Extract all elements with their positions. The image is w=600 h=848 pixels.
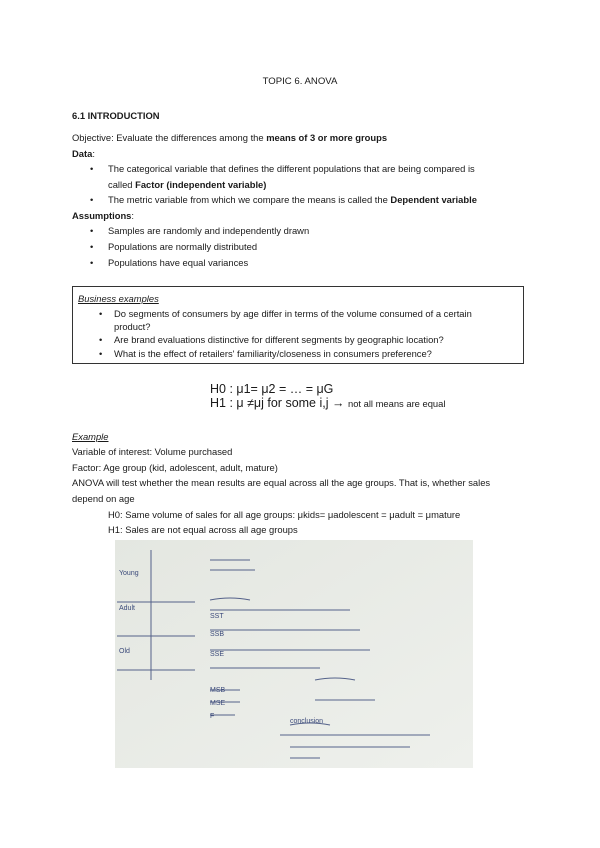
page-title: TOPIC 6. ANOVA (262, 76, 338, 87)
photo-label: F (210, 713, 215, 720)
bullet-text-cont: called Factor (independent variable) (108, 179, 267, 190)
business-examples-box: Business examples • Do segments of consumers by age differ in terms of the volume consumed of a certain product? • Are brand evaluations distinctive for different segments by geographic location? • What is the effect of retailers' familiarity/closeness in consumers preference? (72, 286, 524, 364)
photo-label: SSE (210, 651, 225, 658)
example-factor: Factor: Age group (kid, adolescent, adult, mature) (72, 462, 278, 473)
section-heading: 6.1 INTRODUCTION (72, 110, 160, 121)
handwritten-notes-photo (115, 540, 473, 768)
list-item: Do segments of consumers by age differ in terms of the volume consumed of a certain (114, 308, 472, 319)
h1-formula: H1 : μ ≠μj for some i,j → not all means are equal (210, 396, 446, 410)
photo-label: Old (119, 648, 130, 655)
example-variable: Variable of interest: Volume purchased (72, 446, 233, 457)
data-bullets: • The categorical variable that defines the different populations that are being compared is called Factor (independent variable) • The metric variable from which we compare the means is called the Dependent variable (90, 163, 477, 205)
photo-label: conclusion (290, 718, 324, 725)
bullet-text: The categorical variable that defines the different populations that are being compared is (108, 163, 475, 174)
list-item: Populations have equal variances (108, 257, 249, 268)
example-anova-1: ANOVA will test whether the mean results are equal across all the age groups. That is, whether sales (72, 477, 491, 488)
photo-label: MSB (210, 687, 226, 694)
bullet-text: The metric variable from which we compare the means is called the Dependent variable (108, 194, 477, 205)
assumptions-label: Assumptions: (72, 210, 134, 221)
example-h0: H0: Same volume of sales for all age groups: μkids= μadolescent = μadult = μmature (108, 509, 461, 520)
photo-label: SST (210, 613, 224, 620)
example-h1: H1: Sales are not equal across all age groups (108, 524, 298, 535)
example-heading: Example (72, 431, 109, 442)
photo-label: MSE (210, 700, 226, 707)
hypotheses-formula (210, 382, 445, 411)
objective-line: Objective: Evaluate the differences among the means of 3 or more groups (72, 132, 388, 143)
assumptions-list: • Samples are randomly and independently drawn • Populations are normally distributed • Populations have equal variances (90, 225, 310, 268)
list-item: What is the effect of retailers' familiarity/closeness in consumers preference? (114, 348, 432, 359)
list-item: Populations are normally distributed (108, 241, 258, 252)
data-label: Data: (72, 148, 95, 159)
list-item: Are brand evaluations distinctive for different segments by geographic location? (114, 334, 444, 345)
example-anova-2: depend on age (72, 493, 135, 504)
list-item-cont: product? (114, 321, 151, 332)
box-heading: Business examples (78, 293, 159, 304)
list-item: Samples are randomly and independently drawn (108, 225, 310, 236)
h0-formula: H0 : μ1= μ2 = … = μG (210, 382, 334, 396)
photo-label: SSB (210, 631, 225, 638)
photo-label: Adult (119, 605, 135, 612)
handwritten-notes-drawing (115, 540, 473, 768)
photo-label: Young (119, 570, 139, 577)
